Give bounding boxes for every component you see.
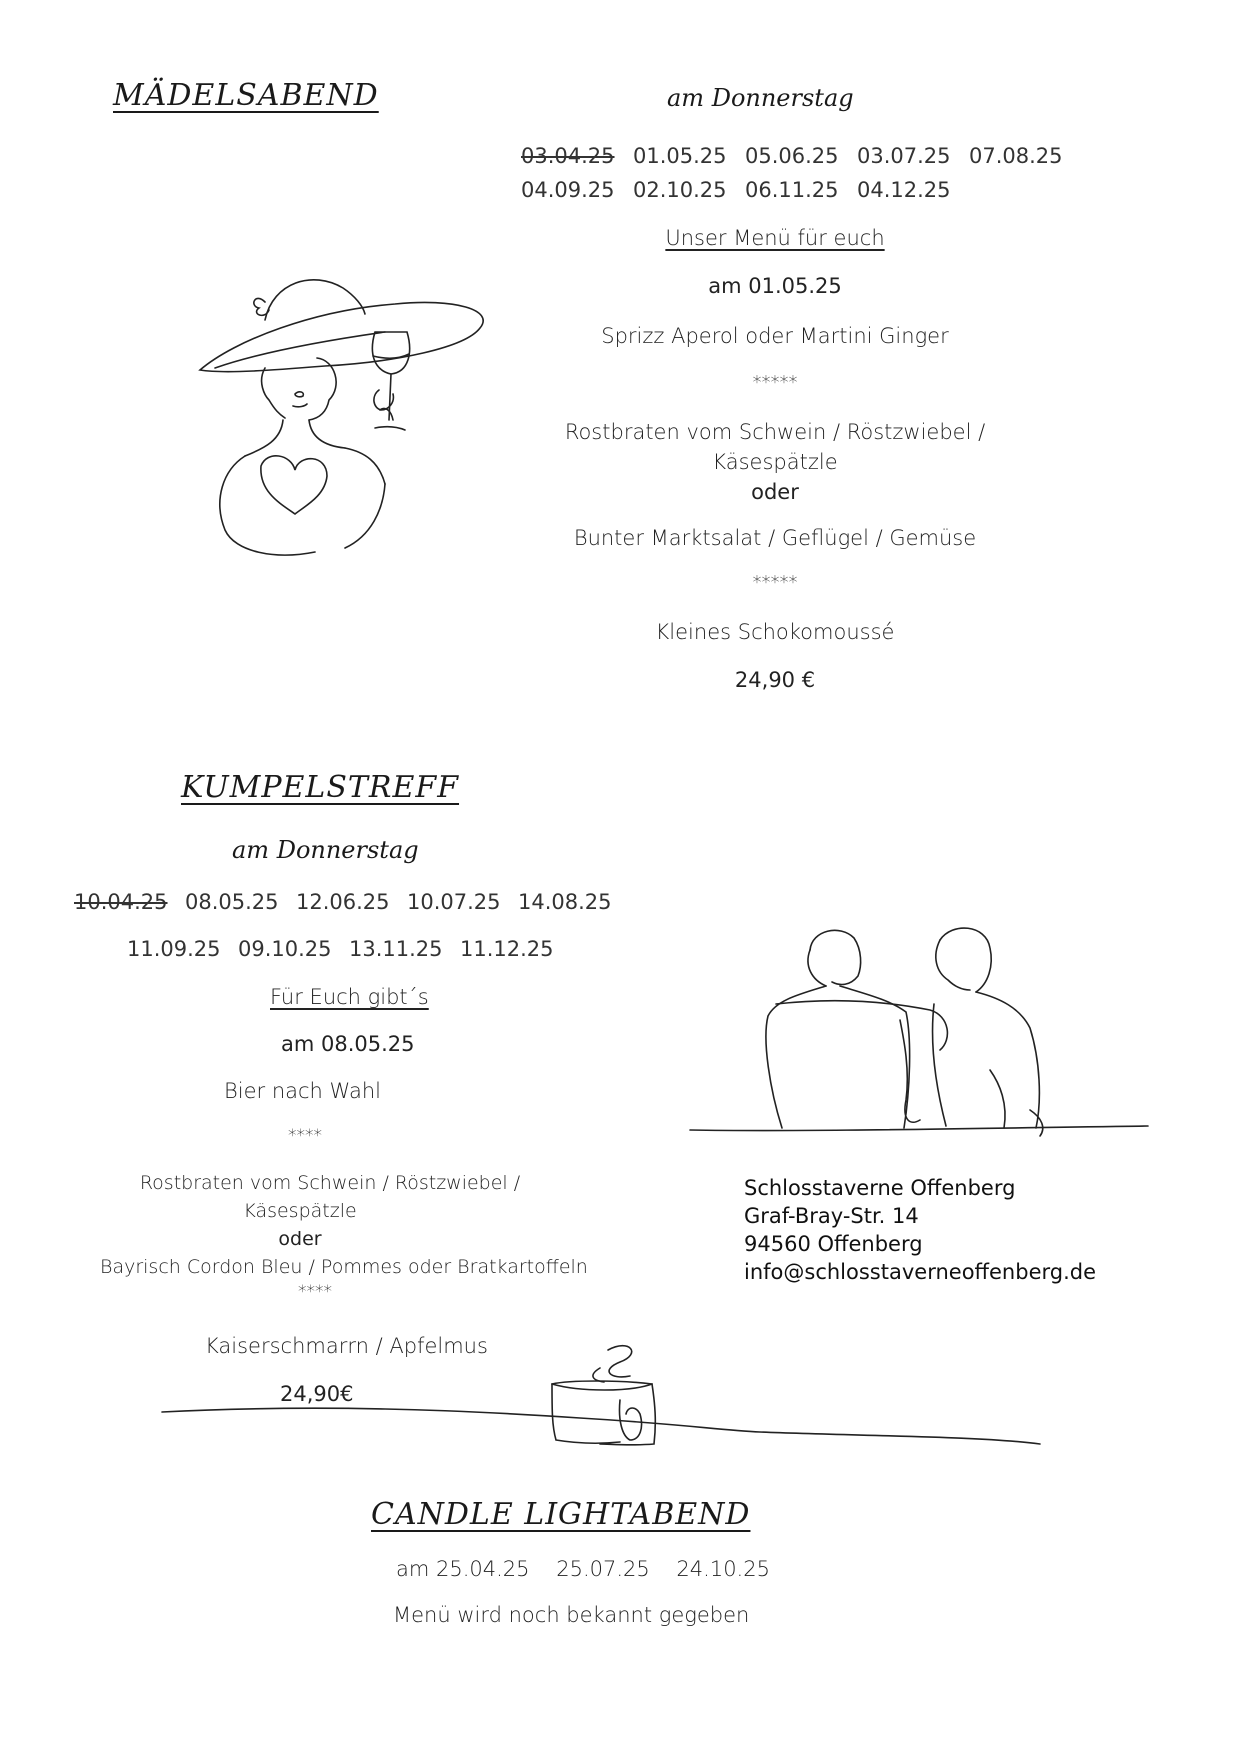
kumpelstreff-subtitle: am Donnerstag: [232, 836, 419, 864]
date: 13.11.25: [349, 937, 443, 961]
menu-or: oder: [751, 480, 799, 504]
kumpelstreff-menu-dessert: Kaiserschmarrn / Apfelmus: [205, 1334, 488, 1358]
kumpelstreff-title: KUMPELSTREFF: [181, 770, 460, 805]
date: 11.09.25: [127, 937, 221, 961]
menu-separator: *****: [752, 572, 798, 593]
date: 11.12.25: [460, 937, 554, 961]
kumpelstreff-dates-row1: [74, 890, 629, 914]
date: 03.07.25: [857, 144, 951, 168]
menu-or: oder: [278, 1228, 322, 1250]
date: 02.10.25: [633, 178, 727, 202]
menu-main1-line2: Käsespätzle: [712, 450, 838, 474]
maedelsabend-menu: [540, 226, 1010, 692]
menu-drink: Sprizz Aperol oder Martini Ginger: [601, 324, 949, 348]
date: 10.07.25: [407, 890, 501, 914]
kumpelstreff-menu-date: am 08.05.25: [281, 1032, 415, 1056]
address-city: 94560 Offenberg: [744, 1232, 923, 1256]
menu-main1-line1: Rostbraten vom Schwein / Röstzwiebel /: [139, 1172, 521, 1194]
menu-main2: Bunter Marktsalat / Geflügel / Gemüse: [573, 526, 977, 550]
date: 05.06.25: [745, 144, 839, 168]
date: 14.08.25: [518, 890, 612, 914]
address-street: Graf-Bray-Str. 14: [744, 1204, 919, 1228]
menu-main2: Bayrisch Cordon Bleu / Pommes oder Bratkartoffeln: [100, 1256, 588, 1278]
kumpelstreff-menu-heading: Für Euch gibt´s: [270, 985, 429, 1009]
address-email[interactable]: info@schlosstaverneoffenberg.de: [744, 1260, 1097, 1284]
menu-date: am 01.05.25: [708, 274, 842, 298]
date: 07.08.25: [969, 144, 1063, 168]
menu-main1-line2: Käsespätzle: [243, 1200, 357, 1222]
date: 03.04.25: [521, 144, 615, 168]
address-block: [744, 1174, 1096, 1286]
woman-with-hat-icon: [195, 270, 495, 560]
date: 01.05.25: [633, 144, 727, 168]
date: 08.05.25: [185, 890, 279, 914]
date: 09.10.25: [238, 937, 332, 961]
kumpelstreff-menu-drink: Bier nach Wahl: [224, 1079, 381, 1103]
kumpelstreff-menu-separator: ****: [288, 1126, 322, 1146]
candle-dates: am 25.04.25 25.07.25 24.10.25: [396, 1557, 770, 1581]
menu-main1-line1: Rostbraten vom Schwein / Röstzwiebel /: [564, 420, 986, 444]
date: 04.12.25: [857, 178, 951, 202]
candle-note: Menü wird noch bekannt gegeben: [393, 1603, 750, 1627]
menu-separator: *****: [752, 372, 798, 393]
date: 10.04.25: [74, 890, 168, 914]
kumpelstreff-menu-price: 24,90€: [280, 1382, 354, 1406]
menu-price: 24,90 €: [734, 668, 816, 692]
two-friends-icon: [690, 920, 1150, 1150]
kumpelstreff-menu-mains: [100, 1172, 588, 1302]
kumpelstreff-dates-row2: [127, 937, 571, 961]
address-name: Schlosstaverne Offenberg: [744, 1176, 1016, 1200]
menu-heading: Unser Menü für euch: [665, 226, 885, 250]
maedelsabend-dates-row1: [521, 144, 1081, 168]
maedelsabend-dates-row2: [521, 178, 969, 202]
menu-separator: ****: [298, 1282, 332, 1302]
menu-dessert: Kleines Schokomoussé: [655, 620, 895, 644]
date: 04.09.25: [521, 178, 615, 202]
candle-icon: [160, 1340, 1060, 1450]
maedelsabend-subtitle: am Donnerstag: [667, 84, 854, 112]
maedelsabend-title: MÄDELSABEND: [113, 78, 379, 113]
date: 06.11.25: [745, 178, 839, 202]
date: 12.06.25: [296, 890, 390, 914]
candle-title: CANDLE LIGHTABEND: [371, 1497, 751, 1532]
